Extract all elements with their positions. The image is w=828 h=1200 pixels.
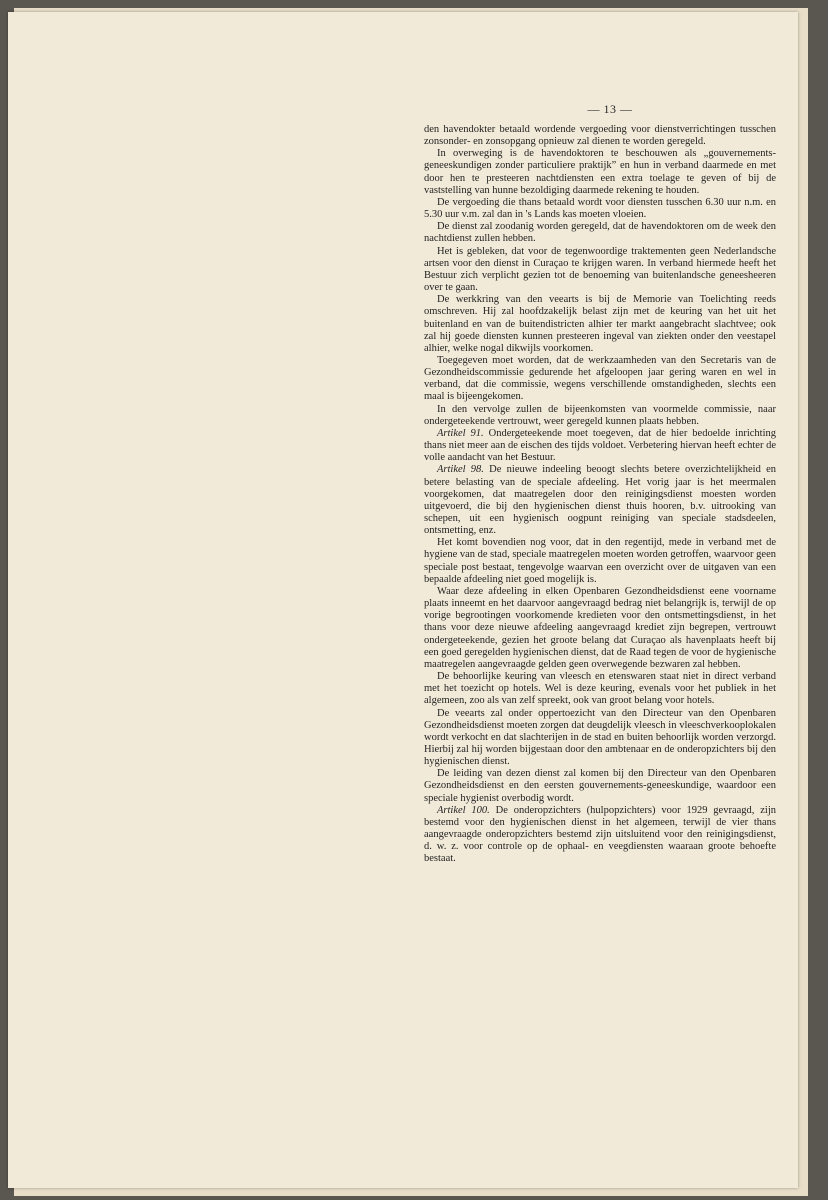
paragraph-4: De dienst zal zoodanig worden geregeld, dat de havendoktoren om de week den nachtdienst zullen hebben. bbox=[424, 221, 776, 245]
paragraph-14: De veearts zal onder oppertoezicht van den Directeur van den Openbaren Gezondheidsdienst moeten zorgen dat deugdelijk vleesch in vleeschverkooplokalen wordt verkocht en dat slachterijen in de stad en buiten behoorlijk worden verzorgd. Hierbij zal hij worden bijgestaan door den ambtenaar en de onderopzichters bij den hygienischen dienst. bbox=[424, 707, 776, 768]
paragraph-11: Het komt bovendien nog voor, dat in den regentijd, mede in verband met de hygiene van de stad, speciale maatregelen moeten worden getroffen, waarvoor geen speciale post bestaat, tengevolge waarvan een overzicht over de uitgaven van een bepaalde afdeeling niet goed mogelijk is. bbox=[424, 537, 776, 585]
paragraph-6: De werkkring van den veearts is bij de Memorie van Toelichting reeds omschreven. Hij zal hoofdzakelijk belast zijn met de keuring van het uit het buitenland en van de buitendistricten alhier ter markt aangebracht slachtvee; ook zal hij goede diensten kunnen presteeren ingeval van ziekten onder den veestapel alhier, welke nogal dikwijls voorkomen. bbox=[424, 294, 776, 354]
paragraph-3: De vergoeding die thans betaald wordt voor diensten tusschen 6.30 uur n.m. en 5.30 uur v.m. zal dan in 's Lands kas moeten vloeien. bbox=[424, 196, 776, 221]
paragraph-2: In overweging is de havendoktoren te beschouwen als „gouvernements-geneeskundigen zonder particuliere praktijk” en hun in verband daarmede en met door hen te presteeren nachtdiensten een extra toelage te geven of bij de vaststelling van hunne bezoldiging daarmede rekening te houden. bbox=[424, 148, 776, 196]
paragraph-1: den havendokter betaald wordende vergoeding voor dienstverrichtingen tusschen zonsonder- en zonsopgang opnieuw zal dienen te worden geregeld. bbox=[424, 124, 776, 148]
paragraph-15: De leiding van dezen dienst zal komen bij den Directeur van den Openbaren Gezondheidsdienst en den eersten gouvernements-geneeskundige, waardoor een speciale hygienist overbodig wordt. bbox=[424, 768, 776, 804]
article-label: Artikel 100. bbox=[437, 804, 490, 816]
paragraph-8: In den vervolge zullen de bijeenkomsten van voormelde commissie, naar ondergeteekende vertrouwt, weer geregeld kunnen plaats hebben. bbox=[424, 403, 776, 427]
paragraph-5: Het is gebleken, dat voor de tegenwoordige traktementen geen Nederlandsche artsen voor den dienst in Curaçao te krijgen waren. In verband hiermede heeft het Bestuur zich verplicht gezien tot de benoeming van buitenlandsche geneesheeren over te gaan. bbox=[424, 245, 776, 294]
paragraph-13: De behoorlijke keuring van vleesch en etenswaren staat niet in direct verband met het toezicht op hotels. Wel is deze keuring, evenals voor het publiek in het algemeen, zoo als van zelf spreekt, ook van groot belang voor hotels. bbox=[424, 671, 776, 707]
paragraph-artikel-91: Artikel 91. Ondergeteekende moet toegeven, dat de hier bedoelde inrichting thans niet meer aan de eischen des tijds voldoet. Verbetering hiervan heeft echter de volle aandacht van het Bestuur. bbox=[424, 427, 777, 464]
page-number: — 13 — bbox=[587, 102, 633, 116]
paragraph-artikel-98: Artikel 98. De nieuwe indeeling beoogt slechts betere overzichtelijkheid en betere belasting van de speciale afdeeling. Het vorig jaar is het meermalen voorgekomen, dat maatregelen door den reinigingsdienst moesten worden uitgevoerd, die bij den hygienischen dienst thuis hooren, b.v. uitrooking van schepen, uit een hygienisch oogpunt reiniging van speciale stadsdeelen, ontsmetting, enz. bbox=[424, 464, 776, 537]
article-label: Artikel 98. bbox=[437, 464, 484, 476]
paragraph-7: Toegegeven moet worden, dat de werkzaamheden van den Secretaris van de Gezondheidscommissie gedurende het afgeloopen jaar gering waren en wel in verband, dat die commissie, wegens verschillende omstandigheden, slechts een maal is bijeengekomen. bbox=[424, 354, 776, 403]
paragraph-artikel-100: Artikel 100. De onderopzichters (hulpopzichters) voor 1929 gevraagd, zijn bestemd voor den hygienischen dienst in het algemeen, terwijl de vier thans aangevraagde onderopzichters bestemd zijn uitsluitend voor den reinigingsdienst, d. w. z. voor controle op de ophaal- en veegdiensten waaraan groote behoefte bestaat. bbox=[424, 804, 777, 865]
article-label: Artikel 91. bbox=[437, 427, 484, 439]
paragraph-12: Waar deze afdeeling in elken Openbaren Gezondheidsdienst eene voorname plaats inneemt en het daarvoor aangevraagd bedrag niet belangrijk is, terwijl de op vorige begrootingen voorkomende kredieten voor den ontsmettingsdienst, in het thans voor deze nieuwe afdeeling aangevraagd krediet zijn begrepen, vertrouwt ondergeteekende, gezien het groote belang dat Curaçao als havenplaats heeft bij een goed geregelden hygienischen dienst, dat de Raad tegen de voor de hygienische maatregelen aangevraagde gelden geen overwegende bezwaren zal hebben. bbox=[424, 585, 776, 670]
body-text-column bbox=[424, 124, 776, 866]
